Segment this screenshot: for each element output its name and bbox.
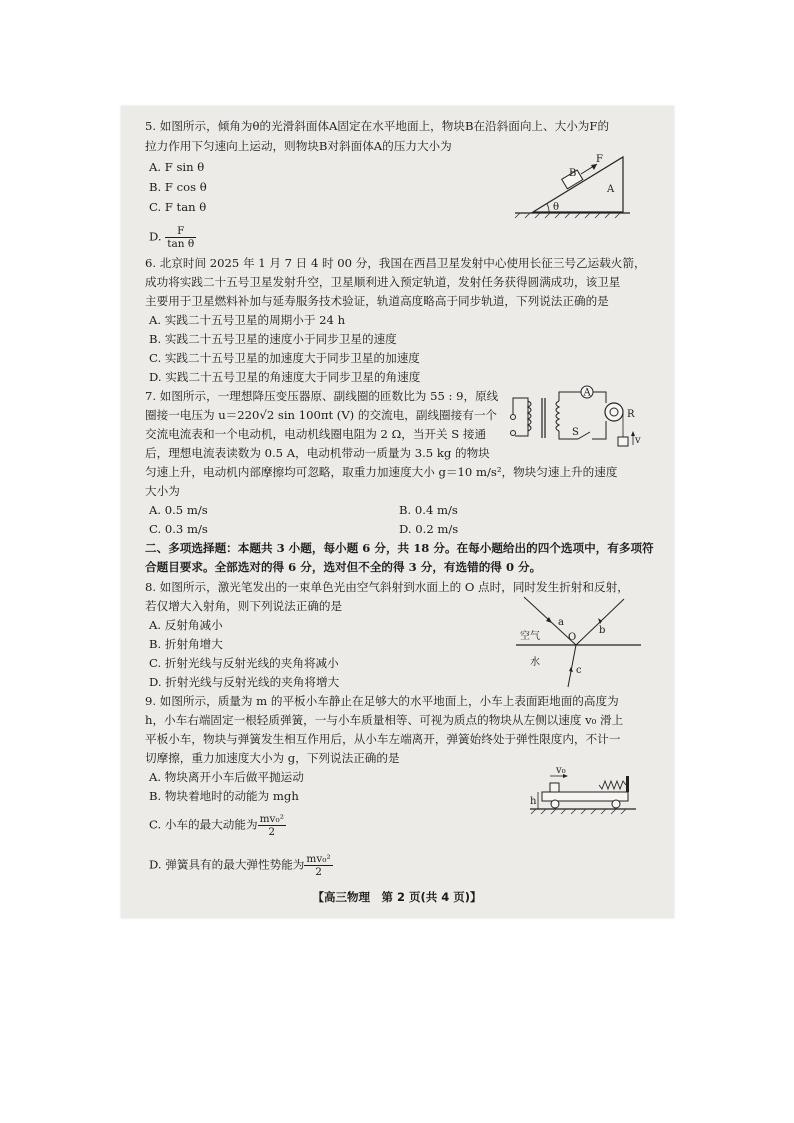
q6-stem-line-3: 主要用于卫星燃料补加与延寿服务技术验证，轨道高度略高于同步轨道，下列说法正确的是	[145, 294, 609, 308]
q7-stem-line-5: 匀速上升，电动机内部摩擦均可忽略，取重力加速度大小 g＝10 m/s²，物块匀速上升的速度	[145, 465, 618, 479]
label-ray-b: b	[599, 625, 606, 636]
label-motor-r: R	[627, 409, 635, 420]
label-ammeter-a: A	[583, 387, 591, 399]
q9-stem-line-1: 9. 如图所示，质量为 m 的平板小车静止在足够大的水平地面上，小车上表面距地面的高度为	[145, 694, 619, 708]
label-air: 空气	[520, 631, 540, 642]
cart-spring-diagram	[530, 765, 642, 815]
label-switch-s: S	[572, 427, 579, 438]
q6-option-d: D. 实践二十五号卫星的角速度大于同步卫星的角速度	[149, 370, 421, 384]
refraction-diagram	[516, 595, 646, 690]
q8-stem-line-2: 若仅增大入射角，则下列说法正确的是	[145, 599, 343, 613]
q7-stem-line-1: 7. 如图所示，一理想降压变压器原、副线圈的匝数比为 55 : 9，原线	[145, 389, 499, 403]
q7-stem-line-3: 交流电流表和一个电动机，电动机线圈电阻为 2 Ω，当开关 S 接通	[145, 427, 487, 441]
label-velocity-v: v	[635, 435, 641, 446]
q5-option-a: A. F sin θ	[149, 160, 205, 174]
q6-option-c: C. 实践二十五号卫星的加速度大于同步卫星的加速度	[149, 351, 420, 365]
q5-stem-line-2: 拉力作用下匀速向上运动，则物块B对斜面体A的压力大小为	[145, 139, 452, 153]
q5-stem-line-1: 5. 如图所示，倾角为θ的光滑斜面体A固定在水平地面上，物块B在沿斜面向上、大小为F的	[145, 119, 610, 133]
q7-stem-line-6: 大小为	[145, 484, 180, 498]
section-2-instructions-line-1: 二、多项选择题：本题共 3 小题，每小题 6 分，共 18 分。在每小题给出的四个选项中，有多项符	[145, 541, 654, 555]
label-force-f: F	[596, 154, 603, 165]
q9-option-c: C. 小车的最大动能为 $\frac{\text{mv₀²}}{2}$	[149, 813, 284, 838]
q6-option-b: B. 实践二十五号卫星的速度小于同步卫星的速度	[149, 332, 397, 346]
q9-option-d: D. 弹簧具有的最大弹性势能为 $\frac{\text{mv₀²}}{2}$	[149, 853, 331, 878]
label-water: 水	[530, 657, 540, 668]
q5-option-c: C. F tan θ	[149, 200, 207, 214]
q7-option-a: A. 0.5 m/s	[149, 503, 208, 517]
q6-stem-line-2: 成功将实践二十五号卫星发射升空，卫星顺利进入预定轨道，发射任务获得圆满成功，该卫星	[145, 275, 621, 289]
label-ray-a: a	[558, 617, 564, 628]
label-velocity-v0: v₀	[556, 765, 566, 776]
label-block-b: B	[569, 168, 577, 179]
transformer-diagram	[506, 383, 641, 451]
q8-option-b: B. 折射角增大	[149, 637, 223, 651]
q8-option-d: D. 折射光线与反射光线的夹角将增大	[149, 675, 340, 689]
q9-option-a: A. 物块离开小车后做平抛运动	[149, 770, 304, 784]
incline-diagram	[515, 150, 640, 220]
label-point-o: O	[568, 632, 577, 643]
label-ray-c: c	[576, 665, 582, 676]
q5-option-b: B. F cos θ	[149, 180, 207, 194]
q7-option-b: B. 0.4 m/s	[399, 503, 458, 517]
q7-option-c: C. 0.3 m/s	[149, 522, 208, 536]
q8-option-a: A. 反射角减小	[149, 618, 223, 632]
q7-stem-line-4: 后，理想电流表读数为 0.5 A，电动机带动一质量为 3.5 kg 的物块	[145, 446, 490, 460]
q9-stem-line-3: 平板小车，物块与弹簧发生相互作用后，从小车左端离开，弹簧始终处于弹性限度内，不计一	[145, 732, 621, 746]
q5-option-d: D. $\frac{F}{\text{tan θ}}$	[149, 225, 195, 250]
label-angle-theta: θ	[553, 202, 560, 213]
label-incline-a: A	[607, 184, 615, 195]
q9-stem-line-4: 切摩擦，重力加速度大小为 g，下列说法正确的是	[145, 751, 400, 765]
q6-stem-line-1: 6. 北京时间 2025 年 1 月 7 日 4 时 00 分，我国在西昌卫星发射中心使用长征三号乙运载火箭，	[145, 256, 646, 270]
q9-stem-line-2: h，小车右端固定一根轻质弹簧，一与小车质量相等、可视为质点的物块从左侧以速度 v₀ 滑上	[145, 713, 624, 727]
q9-option-b: B. 物块着地时的动能为 mgh	[149, 789, 299, 803]
label-height-h: h	[530, 796, 537, 807]
q6-option-a: A. 实践二十五号卫星的周期小于 24 h	[149, 313, 346, 327]
q7-stem-line-2: 圈接一电压为 u＝220√2 sin 100πt (V) 的交流电，副线圈接有一个	[145, 408, 498, 422]
q8-stem-line-1: 8. 如图所示，激光笔发出的一束单色光由空气斜射到水面上的 O 点时，同时发生折射和反射，	[145, 580, 629, 594]
page-footer: 【高三物理 第 2 页(共 4 页)】	[312, 890, 482, 904]
q7-option-d: D. 0.2 m/s	[399, 522, 459, 536]
q8-option-c: C. 折射光线与反射光线的夹角将减小	[149, 656, 339, 670]
section-2-instructions-line-2: 合题目要求。全部选对的得 6 分，选对但不全的得 3 分，有选错的得 0 分。	[145, 560, 542, 574]
